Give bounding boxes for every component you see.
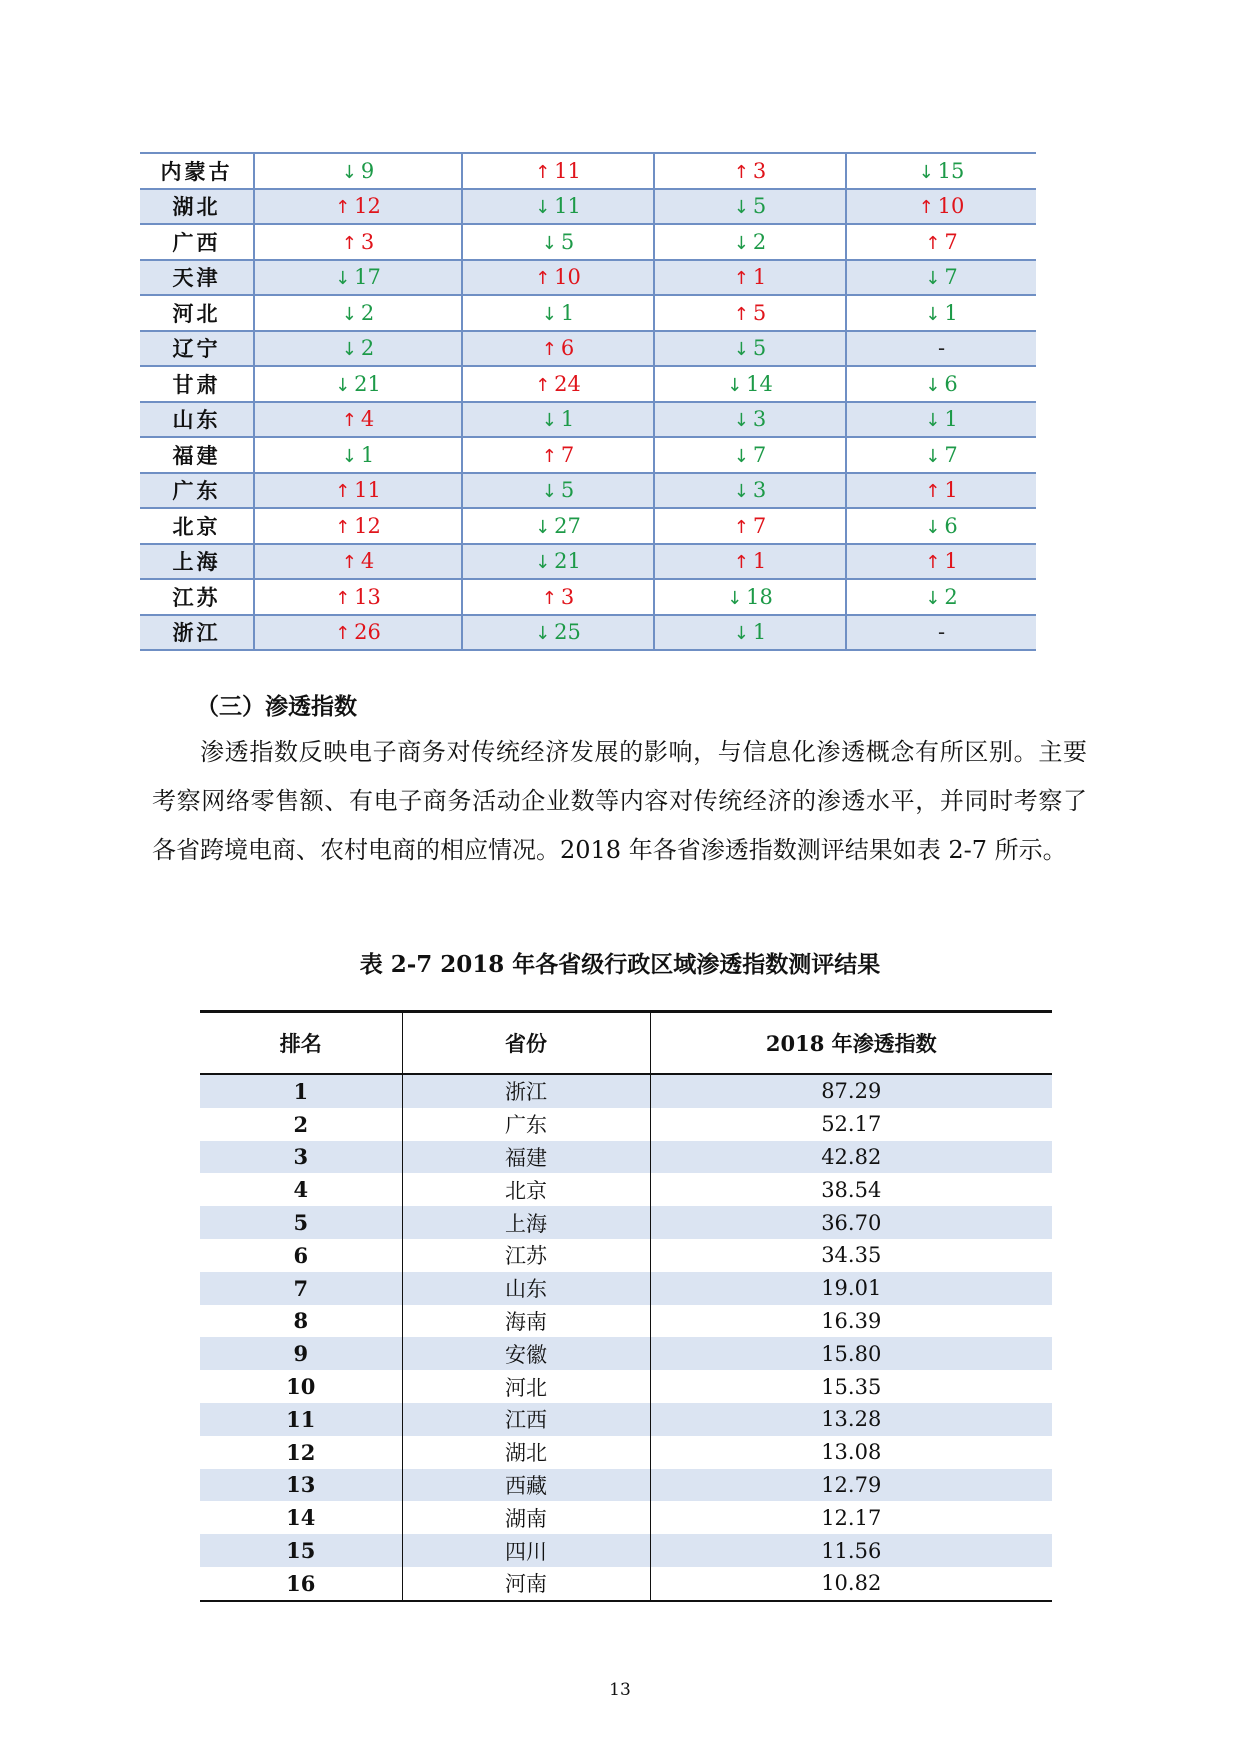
rank-change-value: 7	[560, 442, 575, 467]
rank-change-cell	[846, 579, 1036, 615]
rank-change-cell	[654, 153, 846, 189]
index-value-cell: 38.54	[821, 1177, 882, 1202]
rank-change-value: 1	[360, 442, 375, 467]
table-row	[140, 189, 1036, 225]
rank-change-value: 7	[752, 442, 767, 467]
table-row	[140, 366, 1036, 402]
arrow-down-icon: ↓	[335, 268, 351, 290]
province-cell: 海南	[402, 1305, 650, 1338]
rank-change-value: 1	[752, 265, 767, 290]
province-cell: 北京	[140, 508, 254, 544]
arrow-up-icon: ↑	[541, 445, 557, 467]
table-row	[200, 1141, 1052, 1174]
table-row	[140, 295, 1036, 331]
rank-change-cell	[254, 153, 462, 189]
index-value-cell: 10.82	[650, 1567, 1052, 1601]
table-row	[200, 1108, 1052, 1141]
province-cell: 北京	[402, 1173, 650, 1206]
province-cell: 广西	[140, 224, 254, 260]
arrow-up-icon: ↑	[335, 481, 351, 503]
index-value-cell: 13.28	[650, 1403, 1052, 1436]
rank-change-value: 12	[354, 194, 381, 219]
rank-change-value: 3	[560, 584, 575, 609]
province-cell: 福建	[140, 437, 254, 473]
rank-change-cell	[462, 402, 654, 438]
rank-cell: 16	[200, 1567, 402, 1601]
table-row	[200, 1272, 1052, 1305]
arrow-down-icon: ↓	[341, 161, 357, 183]
province-cell: 湖北	[140, 189, 254, 225]
rank-change-cell	[846, 153, 1036, 189]
table-row	[200, 1074, 1052, 1108]
rank-change-value: 15	[937, 158, 965, 183]
rank-change-value: -	[937, 620, 946, 645]
table-row	[200, 1206, 1052, 1239]
section-paragraph: 渗透指数反映电子商务对传统经济发展的影响，与信息化渗透概念有所区别。主要考察网络零售额、有电子商务活动企业数等内容对传统经济的渗透水平，并同时考察了各省跨境电商、农村电商的相应情况。2018 年各省渗透指数测评结果如表 2-7 所示。	[152, 738, 1087, 864]
rank-change-value: 6	[560, 336, 575, 361]
table-row	[140, 579, 1036, 615]
header-index: 2018 年渗透指数	[650, 1012, 1052, 1075]
rank-cell: 6	[293, 1242, 309, 1268]
rank-change-value: 7	[944, 442, 958, 467]
rank-change-cell	[846, 224, 1036, 260]
index-value-cell: 16.39	[821, 1308, 882, 1333]
rank-change-value: 5	[560, 229, 575, 254]
header-province: 省份	[402, 1012, 650, 1075]
rank-change-cell	[654, 544, 846, 580]
rank-change-cell	[462, 189, 654, 225]
rank-change-value: 6	[944, 371, 958, 396]
index-value-cell: 12.17	[821, 1505, 882, 1530]
rank-change-cell	[654, 366, 846, 402]
arrow-up-icon: ↑	[341, 232, 357, 254]
arrow-down-icon: ↓	[341, 445, 357, 467]
arrow-down-icon: ↓	[535, 516, 551, 538]
arrow-down-icon: ↓	[727, 374, 743, 396]
rank-change-value: 7	[752, 513, 767, 538]
rank-change-cell	[654, 260, 846, 296]
rank-change-value: 11	[554, 194, 581, 219]
rank-change-cell	[254, 331, 462, 367]
rank-change-value: 3	[360, 229, 375, 254]
index-value-cell: 11.56	[650, 1534, 1052, 1567]
province-cell: 江西	[402, 1403, 650, 1436]
rank-change-value: 25	[554, 620, 581, 645]
table-row	[140, 224, 1036, 260]
rank-change-cell	[254, 579, 462, 615]
arrow-down-icon: ↓	[535, 552, 551, 574]
arrow-up-icon: ↑	[535, 161, 551, 183]
arrow-up-icon: ↑	[335, 197, 351, 219]
rank-cell: 5	[200, 1206, 402, 1239]
index-value-cell: 87.29	[650, 1074, 1052, 1108]
rank-change-value: 1	[752, 549, 767, 574]
page-number: 13	[609, 1680, 631, 1700]
rank-change-cell	[462, 295, 654, 331]
rank-change-cell	[846, 402, 1036, 438]
rank-change-value: 9	[360, 158, 375, 183]
rank-change-cell	[846, 189, 1036, 225]
table-row	[200, 1534, 1052, 1567]
rank-change-value: 5	[752, 300, 767, 325]
province-cell: 四川	[402, 1534, 650, 1567]
rank-cell: 12	[286, 1439, 316, 1465]
rank-change-cell	[654, 224, 846, 260]
arrow-down-icon: ↓	[535, 623, 551, 645]
arrow-down-icon: ↓	[918, 161, 934, 183]
province-cell: 山东	[140, 402, 254, 438]
rank-change-cell	[846, 437, 1036, 473]
rank-change-cell	[846, 544, 1036, 580]
arrow-down-icon: ↓	[925, 303, 941, 325]
rank-change-cell	[846, 366, 1036, 402]
rank-change-value: 11	[354, 478, 381, 503]
arrow-down-icon: ↓	[733, 339, 749, 361]
table-caption: 表 2-7 2018 年各省级行政区域渗透指数测评结果	[359, 951, 881, 978]
rank-change-value: 5	[560, 478, 575, 503]
rank-change-cell	[254, 437, 462, 473]
arrow-up-icon: ↑	[733, 303, 749, 325]
rank-change-value: 13	[354, 584, 381, 609]
arrow-down-icon: ↓	[341, 303, 357, 325]
table-row	[200, 1173, 1052, 1206]
rank-change-cell	[462, 224, 654, 260]
penetration-index-table	[200, 1010, 1052, 1602]
table-row	[200, 1305, 1052, 1338]
arrow-down-icon: ↓	[925, 516, 941, 538]
index-value-cell: 15.35	[821, 1374, 882, 1399]
arrow-down-icon: ↓	[733, 232, 749, 254]
rank-change-cell	[654, 473, 846, 509]
rank-change-value: 18	[746, 584, 773, 609]
rank-change-value: 3	[752, 407, 767, 432]
table-row	[140, 437, 1036, 473]
rank-change-cell	[654, 579, 846, 615]
rank-change-cell	[846, 295, 1036, 331]
table-row	[200, 1403, 1052, 1436]
arrow-up-icon: ↑	[335, 516, 351, 538]
rank-change-value: 4	[360, 549, 375, 574]
rank-change-value: 2	[944, 584, 958, 609]
rank-change-table-body	[140, 153, 1036, 650]
arrow-up-icon: ↑	[535, 268, 551, 290]
table-row	[200, 1567, 1052, 1601]
rank-change-cell	[654, 189, 846, 225]
index-value-cell: 42.82	[650, 1141, 1052, 1174]
province-cell: 河南	[402, 1567, 650, 1601]
rank-change-cell	[654, 295, 846, 331]
rank-change-cell	[254, 189, 462, 225]
table-header-row	[200, 1012, 1052, 1075]
rank-change-value: 12	[354, 513, 381, 538]
province-cell: 浙江	[140, 615, 254, 651]
rank-cell: 2	[293, 1111, 309, 1137]
arrow-down-icon: ↓	[925, 374, 941, 396]
arrow-up-icon: ↑	[733, 268, 749, 290]
rank-change-cell	[846, 615, 1036, 651]
rank-cell: 7	[200, 1272, 402, 1305]
province-cell: 湖北	[402, 1436, 650, 1469]
province-cell: 江苏	[140, 579, 254, 615]
rank-change-cell	[654, 402, 846, 438]
rank-change-cell	[462, 579, 654, 615]
rank-cell: 14	[286, 1505, 316, 1531]
rank-change-cell	[462, 331, 654, 367]
arrow-down-icon: ↓	[925, 445, 941, 467]
table-row	[140, 153, 1036, 189]
arrow-up-icon: ↑	[733, 516, 749, 538]
index-value-cell: 52.17	[821, 1112, 882, 1137]
header-rank: 排名	[200, 1012, 402, 1075]
arrow-up-icon: ↑	[541, 339, 557, 361]
arrow-up-icon: ↑	[341, 552, 357, 574]
arrow-down-icon: ↓	[335, 374, 351, 396]
rank-change-value: 1	[944, 478, 958, 503]
arrow-up-icon: ↑	[925, 552, 941, 574]
table-row	[200, 1239, 1052, 1272]
arrow-up-icon: ↑	[733, 552, 749, 574]
province-cell: 上海	[402, 1206, 650, 1239]
rank-change-value: 10	[937, 194, 965, 219]
rank-change-cell	[654, 331, 846, 367]
arrow-down-icon: ↓	[733, 481, 749, 503]
rank-change-value: 1	[752, 620, 767, 645]
province-cell: 河北	[402, 1370, 650, 1403]
rank-change-cell	[462, 437, 654, 473]
province-cell: 广东	[140, 473, 254, 509]
arrow-up-icon: ↑	[341, 410, 357, 432]
rank-change-cell	[254, 544, 462, 580]
rank-change-cell	[846, 331, 1036, 367]
table-row	[200, 1436, 1052, 1469]
arrow-up-icon: ↑	[733, 161, 749, 183]
arrow-up-icon: ↑	[925, 232, 941, 254]
arrow-down-icon: ↓	[733, 197, 749, 219]
province-cell: 山东	[402, 1272, 650, 1305]
arrow-up-icon: ↑	[541, 587, 557, 609]
rank-change-value: 6	[944, 513, 958, 538]
table-row	[200, 1370, 1052, 1403]
table-row	[140, 615, 1036, 651]
rank-change-cell	[462, 153, 654, 189]
rank-change-value: 5	[752, 336, 767, 361]
penetration-index-table-body	[200, 1074, 1052, 1601]
province-cell: 福建	[402, 1141, 650, 1174]
province-cell: 河北	[140, 295, 254, 331]
province-cell: 湖南	[402, 1501, 650, 1534]
rank-change-value: 1	[944, 407, 958, 432]
rank-change-cell	[462, 366, 654, 402]
rank-cell: 4	[293, 1177, 309, 1203]
province-cell: 安徽	[402, 1337, 650, 1370]
rank-change-value: 1	[944, 300, 958, 325]
rank-change-cell	[254, 473, 462, 509]
arrow-up-icon: ↑	[335, 623, 351, 645]
province-cell: 西藏	[402, 1469, 650, 1502]
rank-change-value: 7	[944, 229, 958, 254]
rank-change-cell	[462, 615, 654, 651]
index-value-cell: 34.35	[821, 1243, 882, 1268]
rank-change-cell	[462, 544, 654, 580]
rank-change-cell	[654, 508, 846, 544]
rank-change-value: 26	[354, 620, 381, 645]
rank-change-value: 5	[752, 194, 767, 219]
rank-change-value: 21	[554, 549, 581, 574]
rank-change-cell	[654, 615, 846, 651]
province-cell: 天津	[140, 260, 254, 296]
arrow-down-icon: ↓	[733, 445, 749, 467]
rank-cell: 15	[200, 1534, 402, 1567]
table-row	[140, 331, 1036, 367]
arrow-down-icon: ↓	[535, 197, 551, 219]
table-row	[200, 1469, 1052, 1502]
rank-change-value: 1	[560, 407, 575, 432]
rank-change-cell	[654, 437, 846, 473]
rank-change-cell	[846, 260, 1036, 296]
rank-change-cell	[462, 473, 654, 509]
table-row	[140, 508, 1036, 544]
table-row	[140, 544, 1036, 580]
rank-cell: 13	[200, 1469, 402, 1502]
table-row	[200, 1501, 1052, 1534]
rank-change-value: 14	[746, 371, 773, 396]
rank-change-value: 7	[944, 265, 958, 290]
rank-change-value: 27	[554, 513, 581, 538]
rank-change-value: 10	[554, 265, 581, 290]
rank-cell: 1	[200, 1074, 402, 1108]
index-value-cell: 19.01	[650, 1272, 1052, 1305]
arrow-up-icon: ↑	[925, 481, 941, 503]
rank-cell: 10	[286, 1374, 316, 1400]
rank-change-value: 4	[360, 407, 375, 432]
arrow-down-icon: ↓	[541, 303, 557, 325]
rank-change-cell	[254, 260, 462, 296]
arrow-down-icon: ↓	[541, 410, 557, 432]
rank-change-value: 2	[752, 229, 767, 254]
rank-change-value: 2	[360, 336, 375, 361]
rank-change-cell	[254, 402, 462, 438]
rank-cell: 3	[200, 1141, 402, 1174]
rank-change-value: -	[937, 336, 946, 361]
rank-change-cell	[254, 508, 462, 544]
province-cell: 江苏	[402, 1239, 650, 1272]
arrow-down-icon: ↓	[541, 481, 557, 503]
arrow-down-icon: ↓	[925, 268, 941, 290]
province-cell: 辽宁	[140, 331, 254, 367]
province-cell: 内蒙古	[140, 153, 254, 189]
rank-cell: 8	[293, 1308, 309, 1334]
rank-cell: 11	[200, 1403, 402, 1436]
rank-change-value: 1	[560, 300, 575, 325]
rank-change-value: 1	[944, 549, 958, 574]
rank-change-cell	[846, 508, 1036, 544]
arrow-down-icon: ↓	[341, 339, 357, 361]
rank-cell: 9	[200, 1337, 402, 1370]
arrow-down-icon: ↓	[733, 410, 749, 432]
index-value-cell: 12.79	[650, 1469, 1052, 1502]
province-cell: 浙江	[402, 1074, 650, 1108]
rank-change-value: 21	[354, 371, 381, 396]
table-row	[140, 402, 1036, 438]
rank-change-value: 2	[360, 300, 375, 325]
rank-change-cell	[254, 615, 462, 651]
table-row	[140, 473, 1036, 509]
rank-change-cell	[254, 295, 462, 331]
arrow-down-icon: ↓	[925, 587, 941, 609]
table-row	[140, 260, 1036, 296]
rank-change-cell	[846, 473, 1036, 509]
province-cell: 甘肃	[140, 366, 254, 402]
table-row	[200, 1337, 1052, 1370]
arrow-down-icon: ↓	[541, 232, 557, 254]
rank-change-value: 17	[354, 265, 381, 290]
province-cell: 上海	[140, 544, 254, 580]
rank-change-value: 24	[554, 371, 581, 396]
arrow-down-icon: ↓	[925, 410, 941, 432]
rank-change-cell	[254, 366, 462, 402]
rank-change-cell	[462, 260, 654, 296]
index-value-cell: 13.08	[821, 1440, 882, 1465]
arrow-down-icon: ↓	[733, 623, 749, 645]
index-value-cell: 15.80	[650, 1337, 1052, 1370]
section-heading: （三）渗透指数	[196, 693, 357, 720]
rank-change-table	[140, 152, 1036, 651]
arrow-down-icon: ↓	[727, 587, 743, 609]
arrow-up-icon: ↑	[918, 197, 934, 219]
rank-change-cell	[462, 508, 654, 544]
rank-change-value: 3	[752, 158, 767, 183]
index-value-cell: 36.70	[650, 1206, 1052, 1239]
province-cell: 广东	[402, 1108, 650, 1141]
arrow-up-icon: ↑	[535, 374, 551, 396]
rank-change-cell	[254, 224, 462, 260]
rank-change-value: 11	[554, 158, 581, 183]
rank-change-value: 3	[752, 478, 767, 503]
arrow-up-icon: ↑	[335, 587, 351, 609]
